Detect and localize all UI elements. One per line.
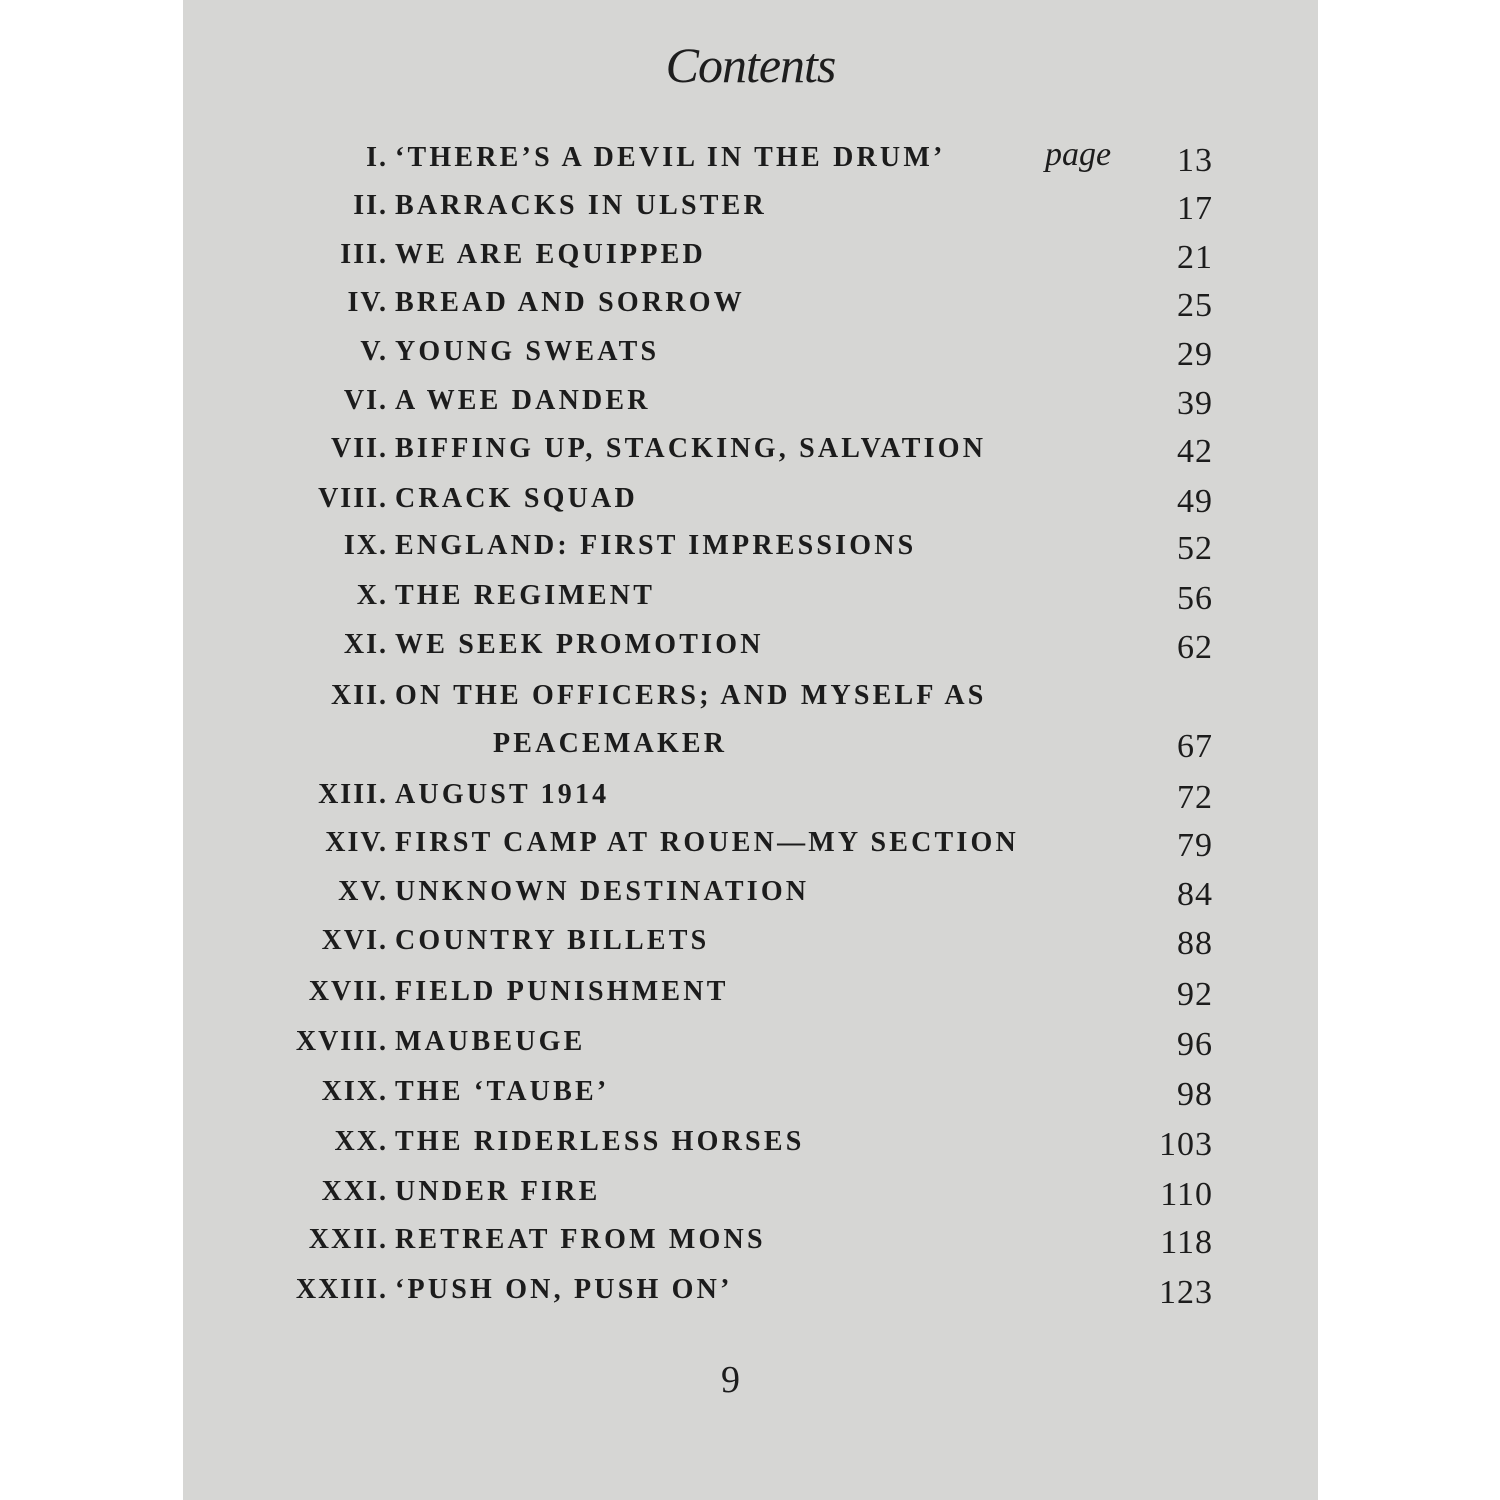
chapter-title: FIELD PUNISHMENT (395, 976, 729, 1007)
page-number: 72 (1177, 779, 1213, 816)
chapter-number: XIII. (318, 779, 388, 810)
chapter-number: XV. (338, 876, 388, 907)
toc-entry (183, 1176, 1318, 1220)
page-number: 103 (1159, 1126, 1213, 1163)
chapter-title: WE ARE EQUIPPED (395, 239, 706, 270)
chapter-number: XVIII. (295, 1026, 388, 1057)
page-number: 88 (1177, 925, 1213, 962)
chapter-number: VIII. (318, 483, 388, 514)
chapter-title: UNKNOWN DESTINATION (395, 876, 810, 907)
chapter-number: III. (340, 239, 388, 270)
page-number: 62 (1177, 629, 1213, 666)
chapter-title: FIRST CAMP AT ROUEN—MY SECTION (395, 827, 1019, 858)
chapter-title: ENGLAND: FIRST IMPRESSIONS (395, 530, 917, 561)
toc-entry (183, 483, 1318, 527)
toc-entry (183, 287, 1318, 331)
chapter-number: IV. (347, 287, 388, 318)
chapter-number: XIX. (321, 1076, 388, 1107)
page-number: 52 (1177, 530, 1213, 567)
chapter-title: RETREAT FROM MONS (395, 1224, 766, 1255)
toc-entry (183, 1126, 1318, 1170)
chapter-title: BIFFING UP, STACKING, SALVATION (395, 433, 987, 464)
page-number: 96 (1177, 1026, 1213, 1063)
book-page (183, 0, 1318, 1500)
toc-entry (183, 190, 1318, 234)
chapter-title: YOUNG SWEATS (395, 336, 660, 367)
page-number: 13 (1177, 142, 1213, 179)
chapter-title: WE SEEK PROMOTION (395, 629, 764, 660)
page-number: 98 (1177, 1076, 1213, 1113)
chapter-title: UNDER FIRE (395, 1176, 601, 1207)
page-number: 79 (1177, 827, 1213, 864)
toc-entry (183, 1076, 1318, 1120)
chapter-title: THE REGIMENT (395, 580, 656, 611)
chapter-number: IX. (343, 530, 388, 561)
page-column-label: page (1045, 136, 1112, 173)
page-number: 29 (1177, 336, 1213, 373)
toc-entry (183, 433, 1318, 477)
toc-entry (183, 142, 1318, 186)
chapter-title: CRACK SQUAD (395, 483, 638, 514)
toc-entry (183, 385, 1318, 429)
page-number: 17 (1177, 190, 1213, 227)
chapter-number: XXIII. (295, 1274, 388, 1305)
toc-entry (183, 976, 1318, 1020)
page-number: 110 (1160, 1176, 1213, 1213)
toc-entry (183, 779, 1318, 823)
chapter-title: THE RIDERLESS HORSES (395, 1126, 805, 1157)
chapter-title: ‘THERE’S A DEVIL IN THE DRUM’ (395, 142, 946, 173)
page-number: 42 (1177, 433, 1213, 470)
chapter-number: XIV. (325, 827, 388, 858)
chapter-number: II. (353, 190, 388, 221)
chapter-title: THE ‘TAUBE’ (395, 1076, 610, 1107)
toc-entry (183, 876, 1318, 920)
page-number: 56 (1177, 580, 1213, 617)
page-number: 84 (1177, 876, 1213, 913)
chapter-title: MAUBEUGE (395, 1026, 586, 1057)
toc-entry (183, 1274, 1318, 1318)
toc-entry (183, 680, 1318, 724)
toc-entry (183, 580, 1318, 624)
chapter-number: VI. (343, 385, 388, 416)
page-number: 39 (1177, 385, 1213, 422)
toc-entry (183, 336, 1318, 380)
toc-entry (183, 239, 1318, 283)
page-number: 67 (1177, 728, 1213, 765)
chapter-number: I. (366, 142, 388, 173)
toc-entry (183, 530, 1318, 574)
page-number: 123 (1159, 1274, 1213, 1311)
chapter-number: V. (360, 336, 388, 367)
chapter-number: XXI. (321, 1176, 388, 1207)
chapter-number: XX. (334, 1126, 388, 1157)
toc-entry (183, 827, 1318, 871)
page-number: 118 (1160, 1224, 1213, 1261)
page-number: 21 (1177, 239, 1213, 276)
chapter-title: ON THE OFFICERS; AND MYSELF AS (395, 680, 987, 711)
page-title: Contents (665, 37, 836, 93)
chapter-number: XII. (330, 680, 388, 711)
chapter-number: XXII. (308, 1224, 388, 1255)
chapter-title: AUGUST 1914 (395, 779, 610, 810)
toc-entry (183, 629, 1318, 673)
chapter-title: ‘PUSH ON, PUSH ON’ (395, 1274, 733, 1305)
page-number: 25 (1177, 287, 1213, 324)
chapter-number: X. (356, 580, 388, 611)
chapter-title-continuation: PEACEMAKER (493, 728, 728, 759)
chapter-title: BREAD AND SORROW (395, 287, 745, 318)
toc-entry (183, 1224, 1318, 1268)
chapter-number: XVII. (308, 976, 388, 1007)
chapter-title: BARRACKS IN ULSTER (395, 190, 767, 221)
page-folio: 9 (721, 1359, 740, 1401)
page-number: 49 (1177, 483, 1213, 520)
chapter-number: XI. (343, 629, 388, 660)
toc-entry-continuation (183, 728, 1318, 772)
chapter-number: XVI. (321, 925, 388, 956)
chapter-title: A WEE DANDER (395, 385, 651, 416)
chapter-title: COUNTRY BILLETS (395, 925, 710, 956)
toc-entry (183, 1026, 1318, 1070)
page-number: 92 (1177, 976, 1213, 1013)
toc-entry (183, 925, 1318, 969)
chapter-number: VII. (330, 433, 388, 464)
